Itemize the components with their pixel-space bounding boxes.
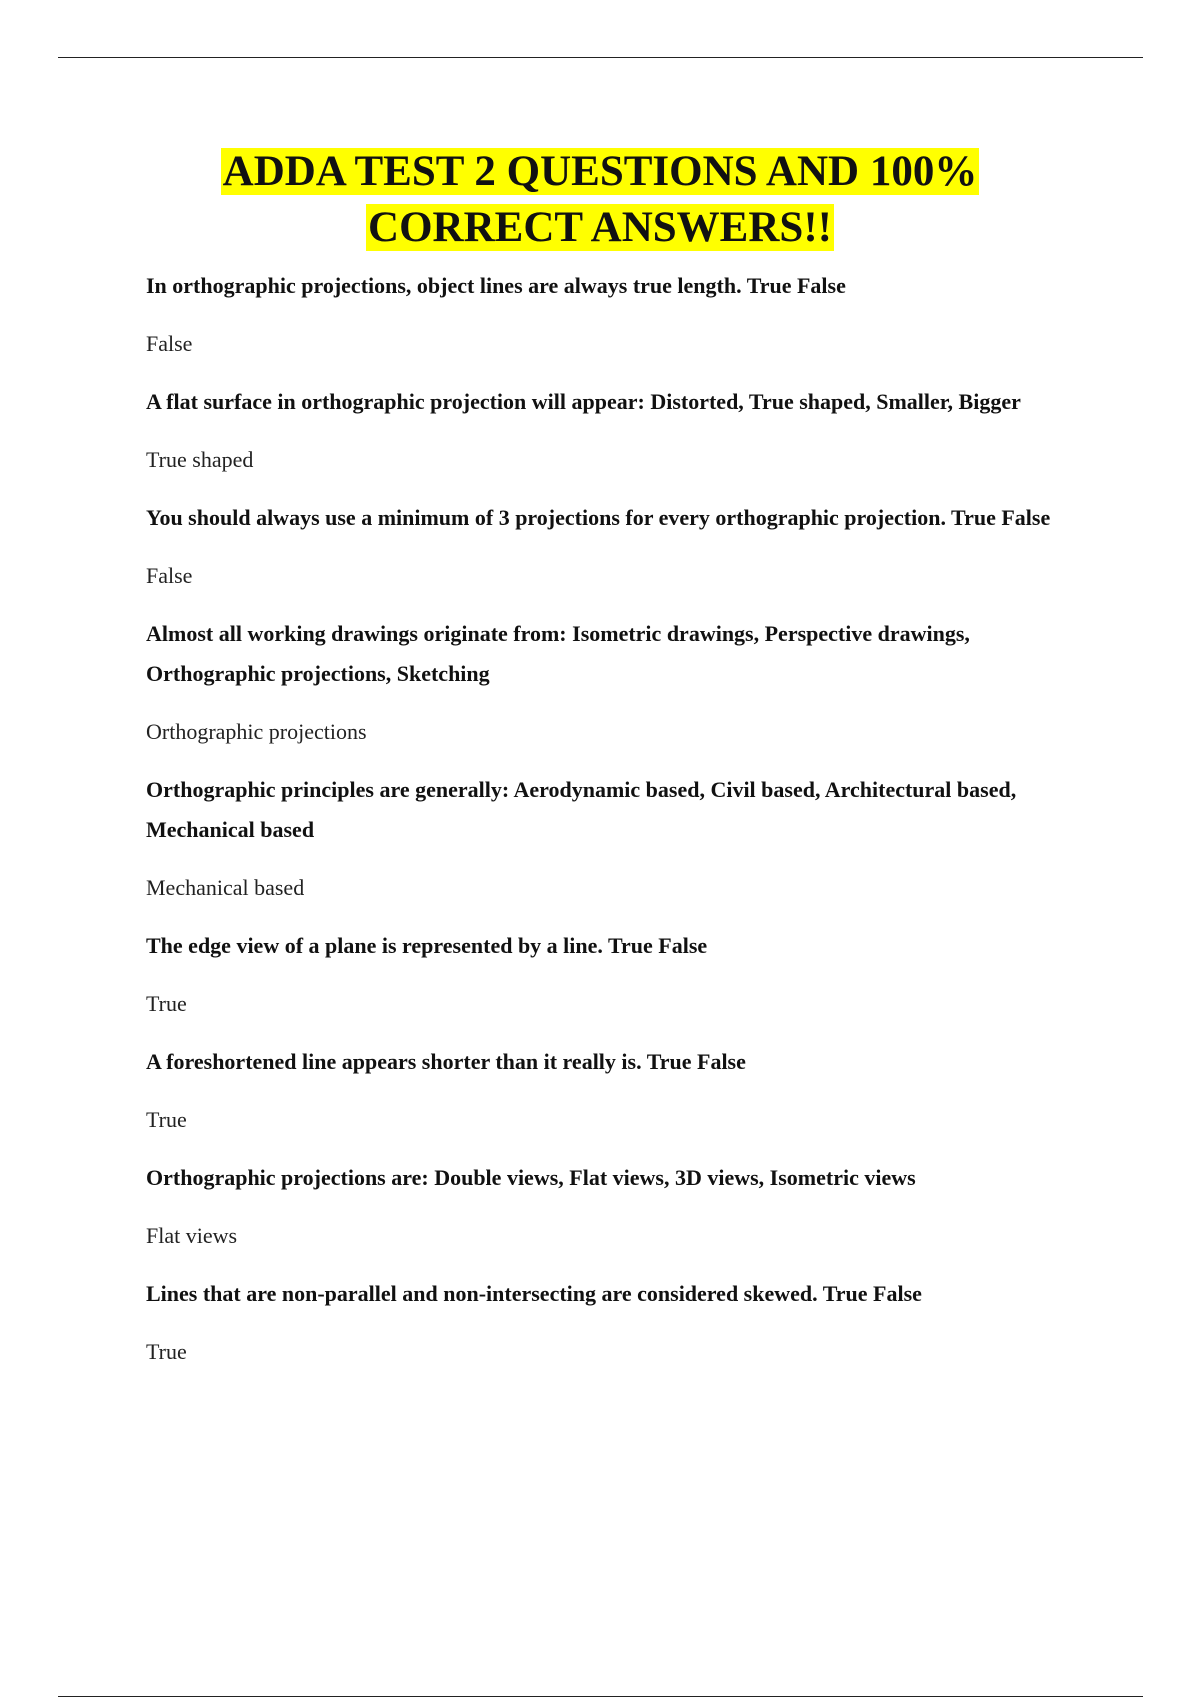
question-1: In orthographic projections, object lines are always true length. True False: [146, 273, 846, 298]
question-3: You should always use a minimum of 3 projections for every orthographic projection. True False: [146, 505, 1051, 530]
answer-9: True: [146, 1339, 187, 1364]
answer-1: False: [146, 331, 193, 356]
title-line-2: CORRECT ANSWERS!!: [368, 204, 832, 251]
qa-item-8: [146, 1158, 1096, 1256]
qa-item-5: [146, 770, 1096, 908]
question-6: The edge view of a plane is represented by a line. True False: [146, 933, 708, 958]
qa-item-7: [146, 1042, 1096, 1140]
qa-item-6: [146, 926, 1096, 1024]
question-2: A flat surface in orthographic projection will appear: Distorted, True shaped, Smaller, Bigger: [146, 389, 1021, 414]
bottom-rule: [58, 1696, 1143, 1697]
document-title: [0, 144, 1200, 256]
question-8: Orthographic projections are: Double views, Flat views, 3D views, Isometric views: [146, 1165, 916, 1190]
qa-item-3: [146, 498, 1096, 596]
qa-item-2: [146, 382, 1096, 480]
answer-3: False: [146, 563, 193, 588]
question-7: A foreshortened line appears shorter than it really is. True False: [146, 1049, 746, 1074]
qa-list: [146, 266, 1096, 1390]
answer-4: Orthographic projections: [146, 719, 367, 744]
answer-8: Flat views: [146, 1223, 238, 1248]
answer-2: True shaped: [146, 447, 254, 472]
qa-item-9: [146, 1274, 1096, 1372]
qa-item-4: [146, 614, 1096, 752]
answer-6: True: [146, 991, 187, 1016]
answer-7: True: [146, 1107, 187, 1132]
answer-5: Mechanical based: [146, 875, 305, 900]
top-rule: [58, 57, 1143, 58]
qa-item-1: [146, 266, 1096, 364]
question-9: Lines that are non-parallel and non-intersecting are considered skewed. True False: [146, 1281, 922, 1306]
question-5: Orthographic principles are generally: Aerodynamic based, Civil based, Architectural based, Mechanical based: [146, 777, 1017, 842]
title-line-1: ADDA TEST 2 QUESTIONS AND 100%: [222, 148, 978, 195]
question-4: Almost all working drawings originate from: Isometric drawings, Perspective drawings, Orthographic projections, Sketching: [146, 621, 970, 686]
